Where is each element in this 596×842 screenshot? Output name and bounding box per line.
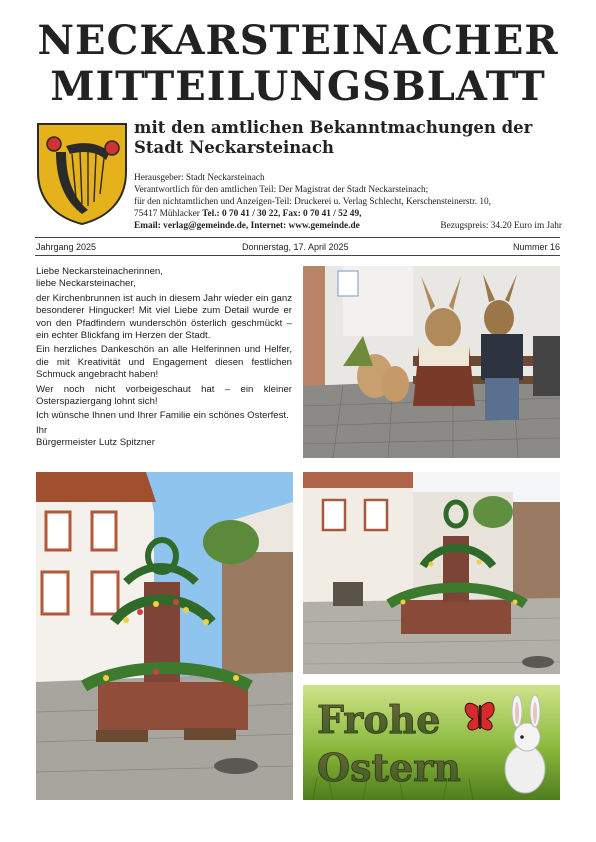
letter-greeting1: Liebe Neckarsteinacherinnen,	[36, 266, 163, 277]
imprint-publisher: Herausgeber: Stadt Neckarsteinach	[134, 173, 265, 183]
dateline-volume: Jahrgang 2025	[36, 242, 97, 252]
mayor-letter	[36, 266, 292, 450]
card-word-2: Ostern	[317, 745, 461, 790]
imprint-city: 75417 Mühlacker	[134, 209, 200, 219]
letter-signature: Bürgermeister Lutz Spitzner	[36, 437, 155, 449]
subtitle-line1: mit den amtlichen Bekanntmachungen der	[134, 118, 533, 137]
dateline-number: Nummer 16	[512, 242, 560, 252]
photo-easter-fountain-small	[303, 472, 560, 674]
masthead	[36, 18, 560, 110]
imprint-email-internet: Email: verlag@gemeinde.de, Internet: www.gemeinde.de	[134, 221, 360, 231]
masthead-line1: NECKARSTEINACHER	[37, 17, 559, 64]
masthead-line2: MITTEILUNGSBLATT	[50, 63, 546, 110]
dateline-date: Donnerstag, 17. April 2025	[242, 242, 349, 252]
coat-of-arms	[36, 122, 128, 226]
photo-easter-fountain-large	[36, 472, 293, 800]
imprint-tel-fax: Tel.: 0 70 41 / 30 22, Fax: 0 70 41 / 52 49,	[202, 209, 362, 219]
butterfly-icon	[465, 702, 494, 730]
letter-closing: Ihr	[36, 424, 48, 436]
letter-paragraph-4: Ich wünsche Ihnen und Ihrer Familie ein schönes Osterfest.	[36, 410, 289, 422]
letter-paragraph-2: Ein herzliches Dankeschön an alle Helferinnen und Helfer, die mit Kreativität und Engagement diesen festlichen Schmuck angebracht haben!	[36, 344, 292, 381]
letter-paragraph-3: Wer noch nicht vorbeigeschaut hat – ein kleiner Osterspaziergang lohnt sich!	[36, 383, 292, 408]
rule-top	[35, 237, 560, 238]
imprint-price: Bezugspreis: 34.20 Euro im Jahr	[440, 221, 562, 231]
easter-greeting-card	[303, 685, 560, 800]
imprint-responsible-official: Verantwortlich für den amtlichen Teil: Der Magistrat der Stadt Neckarsteinach;	[134, 185, 429, 195]
photo-easter-rabbits-bench	[303, 266, 560, 458]
rule-bottom	[35, 255, 560, 256]
subtitle-line2: Stadt Neckarsteinach	[134, 138, 334, 157]
card-word-1: Frohe	[317, 697, 441, 742]
letter-paragraph-1: der Kirchenbrunnen ist auch in diesem Jahr wieder ein ganz besonderer Hingucker! Mit viel Liebe zum Detail wurde er von den Pfadfindern wunderschön österlich geschmückt – ein echter Blickfang im Herzen der Stadt.	[36, 292, 292, 342]
imprint	[134, 172, 574, 232]
letter-greeting2: liebe Neckarsteinacher,	[36, 278, 136, 290]
imprint-responsible-nonofficial: für den nichtamtlichen und Anzeigen-Teil: Druckerei u. Verlag Schlecht, Kerschensteinerstr. 10,	[134, 197, 491, 207]
subtitle	[134, 118, 564, 158]
